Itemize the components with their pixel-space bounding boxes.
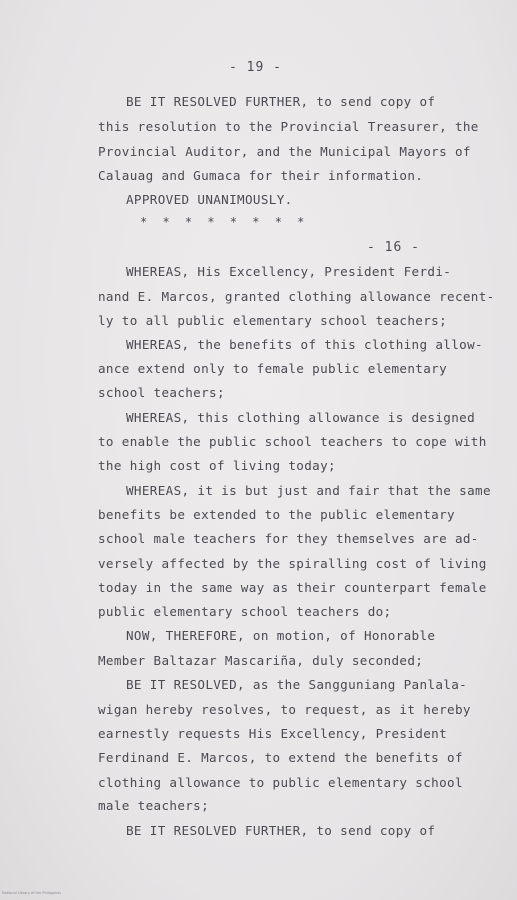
page-number: - 19 - [229,60,282,75]
resolution-number: - 16 - [367,240,420,255]
text-line: Provincial Auditor, and the Municipal Mayors of [98,144,471,159]
text-line: Member Baltazar Mascariña, duly seconded; [98,653,424,668]
text-line: BE IT RESOLVED FURTHER, to send copy of [126,823,436,838]
text-line: clothing allowance to public elementary school [98,775,463,790]
text-line: WHEREAS, the benefits of this clothing allow- [126,337,483,352]
text-line: ance extend only to female public elementary [98,361,448,376]
scan-footer: National Library of the Philippines [2,891,62,895]
text-line: WHEREAS, it is but just and fair that the same [126,483,491,498]
text-line: public elementary school teachers do; [98,604,392,619]
text-line: versely affected by the spiralling cost of living [98,556,487,571]
text-line: WHEREAS, His Excellency, President Ferdi- [126,264,452,279]
text-line: nand E. Marcos, granted clothing allowance recent- [98,289,495,304]
text-line: today in the same way as their counterpart female [98,580,487,595]
text-line: ly to all public elementary school teachers; [98,313,448,328]
text-line: this resolution to the Provincial Treasurer, the [98,119,479,134]
text-line: earnestly requests His Excellency, President [98,726,448,741]
text-line: WHEREAS, this clothing allowance is designed [126,410,476,425]
text-line: benefits be extended to the public elementary [98,507,455,522]
text-line: BE IT RESOLVED, as the Sangguniang Panlala- [126,677,468,692]
text-line: the high cost of living today; [98,458,336,473]
text-line: male teachers; [98,798,210,813]
text-line: wigan hereby resolves, to request, as it hereby [98,702,471,717]
text-line: school teachers; [98,385,225,400]
text-line: school male teachers for they themselves are ad- [98,531,479,546]
text-line: APPROVED UNANIMOUSLY. [126,192,293,207]
text-line: Ferdinand E. Marcos, to extend the benefits of [98,750,463,765]
text-line: Calauag and Gumaca for their information. [98,168,424,183]
text-line: to enable the public school teachers to cope with [98,434,487,449]
text-line: NOW, THEREFORE, on motion, of Honorable [126,628,436,643]
separator-asterisks: * * * * * * * * [140,215,309,229]
text-line: BE IT RESOLVED FURTHER, to send copy of [126,94,436,109]
